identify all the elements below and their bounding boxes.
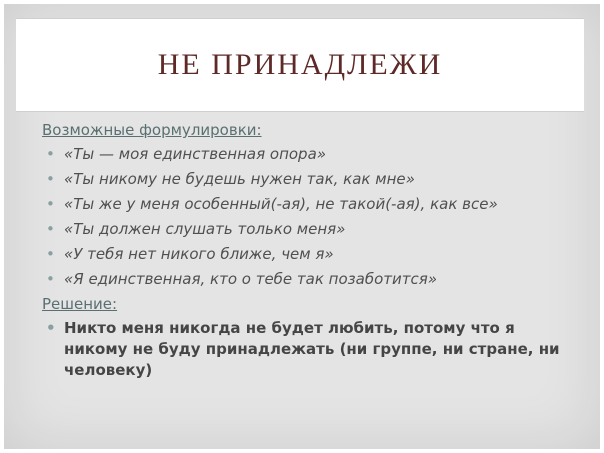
bullet-icon: • [46, 195, 55, 213]
list-item [42, 144, 582, 164]
slide [4, 4, 600, 449]
list-item-text: «Ты — моя единственная опора» [64, 145, 327, 163]
list-item-text: «Ты должен слушать только меня» [64, 220, 346, 238]
list-item [42, 269, 582, 289]
solution-list [42, 318, 582, 381]
list-item [42, 318, 582, 381]
bullet-icon: • [46, 319, 56, 337]
section-heading-formulations: Возможные формулировки: [42, 121, 262, 139]
slide-content [42, 120, 582, 386]
list-item-text: «Я единственная, кто о тебе так позаботится» [64, 270, 438, 288]
formulations-list [42, 144, 582, 289]
list-item [42, 219, 582, 239]
title-box [16, 18, 584, 112]
slide-title: НЕ ПРИНАДЛЕЖИ [157, 48, 443, 81]
section-heading-solution: Решение: [42, 295, 118, 313]
list-item [42, 194, 582, 214]
list-item-text: «У тебя нет никого ближе, чем я» [64, 245, 334, 263]
list-item-text: «Ты же у меня особенный(-ая), не такой(-ая), как все» [64, 195, 498, 213]
bullet-icon: • [46, 145, 55, 163]
bullet-icon: • [46, 220, 55, 238]
bullet-icon: • [46, 270, 55, 288]
list-item [42, 169, 582, 189]
list-item [42, 244, 582, 264]
bullet-icon: • [46, 245, 55, 263]
list-item-text: «Ты никому не будешь нужен так, как мне» [64, 170, 415, 188]
bullet-icon: • [46, 170, 55, 188]
list-item-text: Никто меня никогда не будет любить, потому что я никому не буду принадлежать (ни группе, ни стране, ни человеку) [64, 319, 560, 379]
